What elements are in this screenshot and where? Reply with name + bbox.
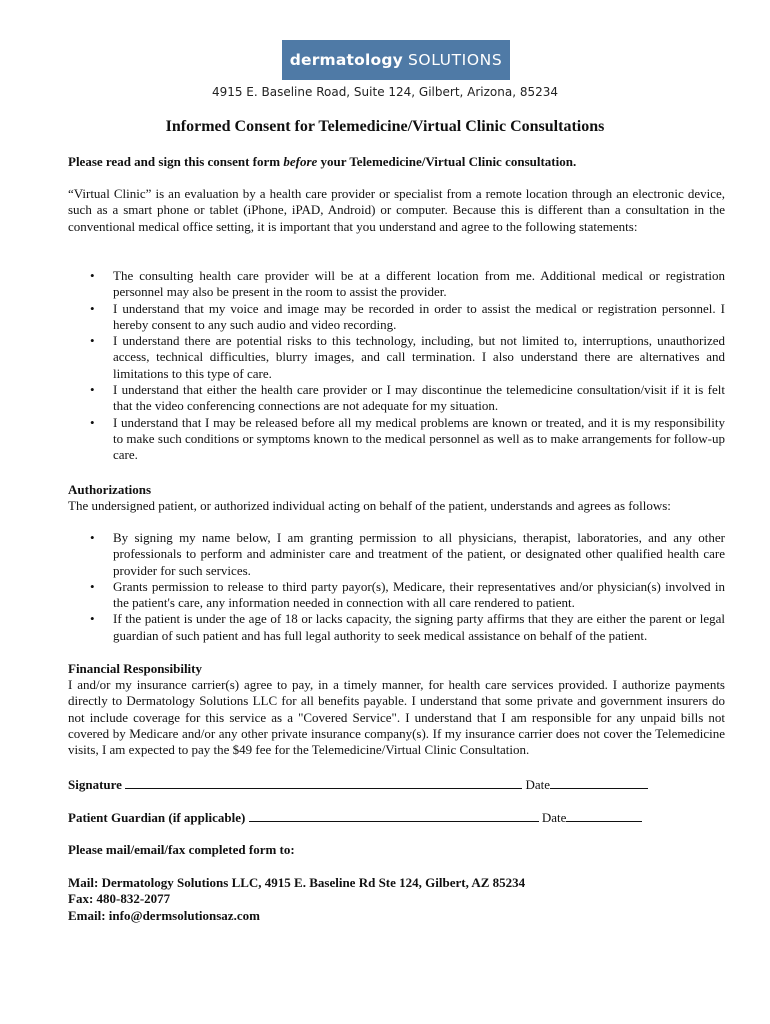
signature-date-label: Date [525, 777, 550, 792]
bullet-icon: • [90, 530, 95, 545]
bullet-icon: • [90, 300, 95, 316]
authorization-item [68, 530, 725, 579]
consent-statement [68, 301, 725, 334]
consent-statement-text: I understand that either the health care provider or I may discontinue the telemedicine consultation/visit if it is felt that the video conferencing connections are not adequate for my situation. [113, 382, 725, 414]
guardian-label: Patient Guardian (if applicable) [68, 810, 246, 825]
authorizations-heading: Authorizations [68, 482, 152, 497]
consent-statement [68, 268, 725, 301]
authorizations-intro: The undersigned patient, or authorized individual acting on behalf of the patient, understands and agrees as follows: [68, 498, 671, 513]
consent-statement-text: The consulting health care provider will be at a different location from me. Additional medical or registration personnel may also be present in the room to assist the provider. [113, 268, 725, 300]
lead-emphasis: before [283, 154, 318, 169]
authorization-item [68, 611, 725, 644]
authorization-item-text: If the patient is under the age of 18 or lacks capacity, the signing party affirms that they are either the parent or legal guardian of such patient and has full legal authority to seek medical assistance on behalf of the patient. [113, 611, 725, 643]
consent-statement-text: I understand there are potential risks to this technology, including, but not limited to, interruptions, unauthorized access, technical difficulties, blurry images, and call termination. I also understand there are alternatives and limitations to this type of care. [113, 333, 725, 381]
consent-statements-list [68, 268, 725, 464]
consent-statement [68, 415, 725, 464]
guardian-date-field[interactable] [566, 809, 642, 822]
bullet-icon: • [90, 414, 95, 430]
clinic-address: 4915 E. Baseline Road, Suite 124, Gilbert, Arizona, 85234 [211, 85, 559, 99]
mail-address: Mail: Dermatology Solutions LLC, 4915 E. Baseline Rd Ste 124, Gilbert, AZ 85234 [68, 875, 526, 890]
authorization-item-text: By signing my name below, I am granting permission to all physicians, therapist, laboratories, and any other professionals to perform and administer care and treatment of the patient, or designated other qualified health care provider for such services. [113, 530, 725, 578]
bullet-icon: • [90, 382, 95, 398]
guardian-signature-field[interactable] [249, 809, 539, 822]
financial-responsibility-text: I and/or my insurance carrier(s) agree to pay, in a timely manner, for health care services provided. I authorize payments directly to Dermatology Solutions LLC for all benefits payable. I understand that some private and government insurers do not include coverage for this service as a "Covered Service". I understand that I am responsible for any unpaid bills not covered by Medicare and/or any other private insurance company(s). If my insurance carrier does not cover the Telemedicine visits, I am expected to pay the $49 fee for the Telemedicine/Virtual Clinic Consultation. [68, 677, 725, 758]
consent-statement-text: I understand that my voice and image may be recorded in order to assist the medical or registration personnel. I hereby consent to any such audio and video recording. [113, 300, 725, 332]
logo-text-dermatology: dermatology [289, 50, 403, 69]
fax-number: Fax: 480-832-2077 [68, 891, 171, 907]
signature-date-field[interactable] [550, 776, 648, 789]
authorization-item [68, 579, 725, 612]
consent-statement [68, 333, 725, 382]
contact-block [68, 875, 525, 924]
form-title: Informed Consent for Telemedicine/Virtual Clinic Consultations [165, 118, 605, 135]
consent-statement-text: I understand that I may be released before all my medical problems are known or treated, and it is my responsibility to make such conditions or symptoms known to the medical personnel as well as to make arrangements for follow-up care. [113, 414, 725, 463]
email-address: Email: info@dermsolutionsaz.com [68, 907, 260, 923]
authorizations-list [68, 530, 725, 644]
lead-text-before: Please read and sign this consent form [68, 154, 284, 169]
signature-line [68, 776, 648, 793]
consent-statement [68, 382, 725, 415]
dermatology-solutions-logo [282, 40, 510, 80]
guardian-signature-line [68, 809, 642, 826]
bullet-icon: • [90, 333, 95, 349]
lead-text-after: your Telemedicine/Virtual Clinic consultation. [317, 154, 577, 169]
authorization-item-text: Grants permission to release to third party payor(s), Medicare, their representatives and/or physician(s) involved in the patient's care, any information needed in connection with all care rendered to patient. [113, 578, 725, 611]
bullet-icon: • [90, 268, 95, 283]
read-and-sign-instruction [68, 154, 576, 170]
virtual-clinic-intro: “Virtual Clinic” is an evaluation by a health care provider or specialist from a remote location through an electronic device, such as a smart phone or tablet (iPhone, iPAD, Android) or computer. Because this is different than a consultation in the conventional medical office setting, it is important that you understand and agree to the following statements: [68, 186, 725, 234]
logo-text-solutions: SOLUTIONS [407, 50, 503, 69]
signature-field[interactable] [125, 776, 522, 789]
financial-responsibility-heading: Financial Responsibility [68, 661, 202, 676]
guardian-date-label: Date [541, 810, 567, 825]
bullet-icon: • [90, 611, 95, 627]
mail-instructions-heading: Please mail/email/fax completed form to: [68, 842, 295, 857]
signature-label: Signature [68, 777, 122, 792]
bullet-icon: • [90, 578, 95, 594]
